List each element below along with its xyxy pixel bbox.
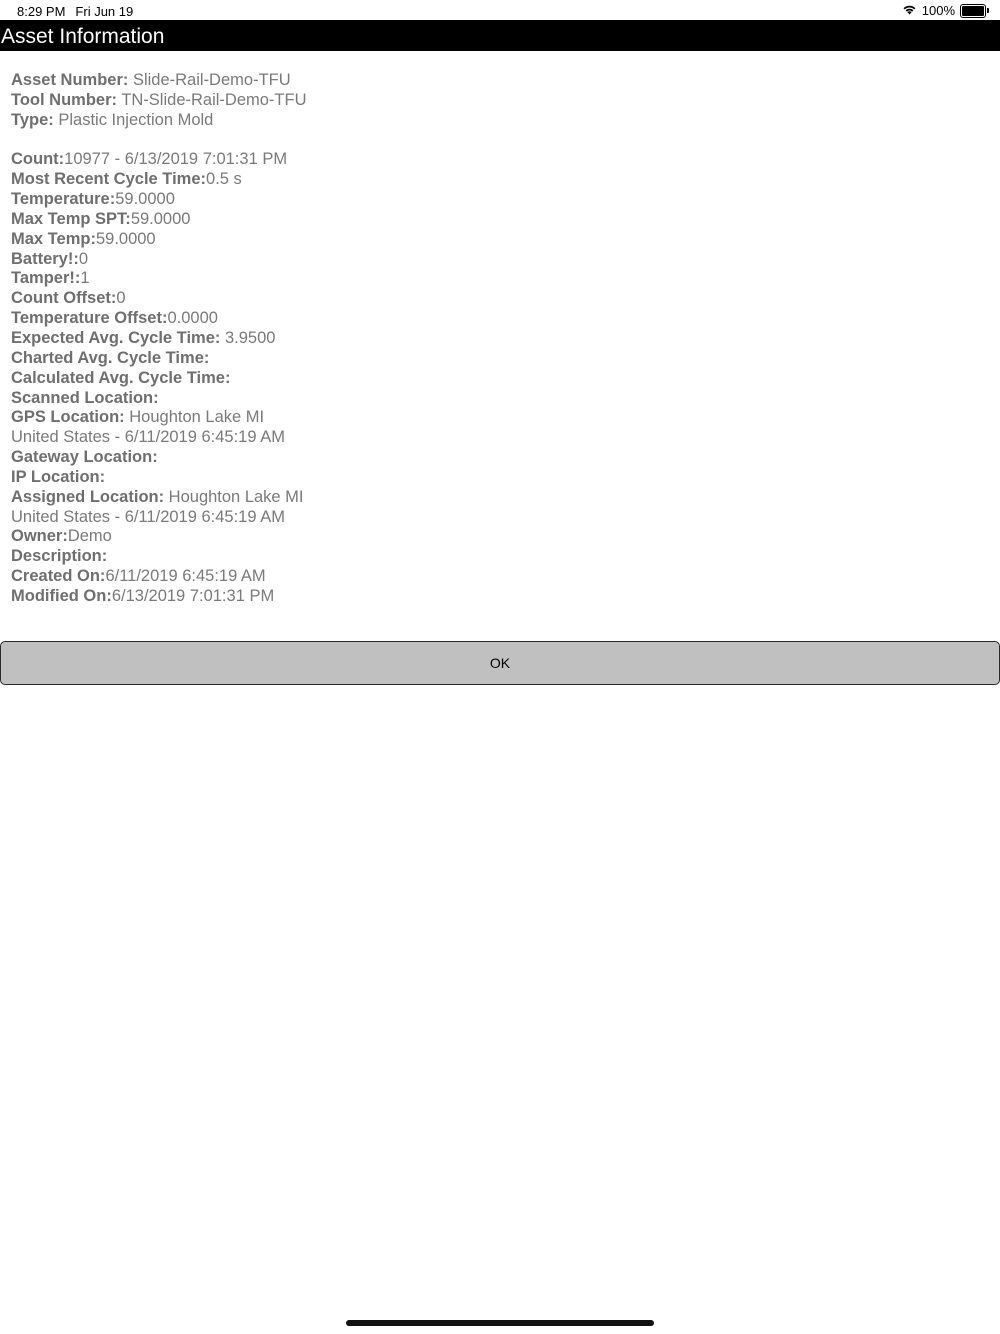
temperature-offset-row — [11, 309, 981, 329]
type-row — [11, 111, 981, 131]
most-recent-cycle-time-row — [11, 170, 981, 190]
gps-location-value: Houghton Lake MI — [124, 408, 265, 427]
temperature-label: Temperature: — [11, 190, 116, 209]
most-recent-cycle-time-value: 0.5 s — [206, 170, 242, 189]
gps-location-row — [11, 408, 981, 428]
owner-row — [11, 527, 981, 547]
assigned-location-row — [11, 488, 981, 508]
tool-number-row — [11, 91, 981, 111]
count-offset-label: Count Offset: — [11, 289, 117, 308]
scanned-location-label: Scanned Location: — [11, 388, 159, 407]
max-temp-value: 59.0000 — [95, 229, 156, 248]
wifi-icon — [902, 3, 917, 18]
charted-avg-cycle-time-label: Charted Avg. Cycle Time: — [11, 348, 210, 367]
battery-fill — [962, 6, 984, 16]
assigned-location-value-continued: United States - 6/11/2019 6:45:19 AM — [11, 507, 285, 526]
count-label: Count: — [11, 150, 65, 169]
charted-avg-cycle-time-row — [11, 349, 981, 369]
tamper-label: Tamper!: — [11, 269, 81, 288]
ok-button[interactable]: OK — [0, 641, 1000, 685]
max-temp-row — [11, 230, 981, 250]
tamper-value: 1 — [80, 269, 90, 288]
count-row — [11, 150, 981, 170]
battery-value: 0 — [78, 249, 89, 268]
battery-row — [11, 250, 981, 270]
created-on-label: Created On: — [11, 567, 106, 586]
assigned-location-row-continued — [11, 508, 981, 528]
calculated-avg-cycle-time-row — [11, 369, 981, 389]
max-temp-spt-label: Max Temp SPT: — [11, 209, 131, 228]
description-label: Description: — [11, 547, 108, 566]
ip-location-label: IP Location: — [11, 467, 106, 486]
calculated-avg-cycle-time-label: Calculated Avg. Cycle Time: — [11, 368, 231, 387]
status-time: 8:29 PM — [17, 4, 66, 19]
gps-location-value-continued: United States - 6/11/2019 6:45:19 AM — [11, 428, 285, 447]
tool-number-value: TN-Slide-Rail-Demo-TFU — [117, 90, 307, 109]
modified-on-label: Modified On: — [11, 586, 112, 605]
type-label: Type: — [11, 110, 54, 129]
temperature-row — [11, 190, 981, 210]
asset-number-label: Asset Number: — [11, 71, 129, 89]
temperature-value: 59.0000 — [115, 190, 175, 209]
modified-on-value: 6/13/2019 7:01:31 PM — [111, 586, 275, 605]
scanned-location-row — [11, 389, 981, 409]
title-bar — [0, 20, 1000, 51]
asset-number-row — [11, 71, 981, 91]
count-offset-value: 0 — [116, 289, 126, 308]
ip-location-row — [11, 468, 981, 488]
page-title: Asset Information — [1, 25, 165, 48]
expected-avg-cycle-time-label: Expected Avg. Cycle Time: — [11, 328, 221, 347]
battery-icon — [960, 4, 986, 18]
gps-location-label: GPS Location: — [11, 408, 125, 427]
most-recent-cycle-time-label: Most Recent Cycle Time: — [11, 170, 207, 189]
asset-number-value: Slide-Rail-Demo-TFU — [128, 71, 291, 89]
expected-avg-cycle-time-row — [11, 329, 981, 349]
battery-label: Battery!: — [11, 249, 79, 268]
max-temp-spt-value: 59.0000 — [130, 209, 191, 228]
battery-percent: 100% — [921, 3, 955, 18]
assigned-location-value: Houghton Lake MI — [164, 487, 304, 506]
status-bar — [0, 0, 1000, 22]
battery-tip — [987, 8, 989, 13]
max-temp-label: Max Temp: — [11, 229, 96, 248]
owner-label: Owner: — [11, 527, 68, 546]
status-time-date — [17, 4, 133, 19]
gateway-location-row — [11, 448, 981, 468]
asset-details — [11, 71, 981, 607]
count-value: 10977 - 6/13/2019 7:01:31 PM — [64, 150, 288, 169]
temperature-offset-label: Temperature Offset: — [11, 309, 168, 328]
created-on-value: 6/11/2019 6:45:19 AM — [105, 567, 266, 586]
gps-location-row-continued — [11, 428, 981, 448]
status-date: Fri Jun 19 — [75, 4, 134, 19]
description-row — [11, 547, 981, 567]
temperature-offset-value: 0.0000 — [167, 309, 218, 328]
count-offset-row — [11, 289, 981, 309]
modified-on-row — [11, 587, 981, 607]
spacer — [11, 131, 981, 151]
gateway-location-label: Gateway Location: — [11, 448, 158, 467]
created-on-row — [11, 567, 981, 587]
tool-number-label: Tool Number: — [11, 90, 118, 109]
type-value: Plastic Injection Mold — [53, 110, 214, 129]
assigned-location-label: Assigned Location: — [11, 487, 165, 506]
home-indicator[interactable] — [346, 1320, 654, 1326]
tamper-row — [11, 269, 981, 289]
max-temp-spt-row — [11, 210, 981, 230]
expected-avg-cycle-time-value: 3.9500 — [220, 328, 276, 347]
status-indicators — [902, 3, 986, 18]
owner-value: Demo — [67, 527, 112, 546]
